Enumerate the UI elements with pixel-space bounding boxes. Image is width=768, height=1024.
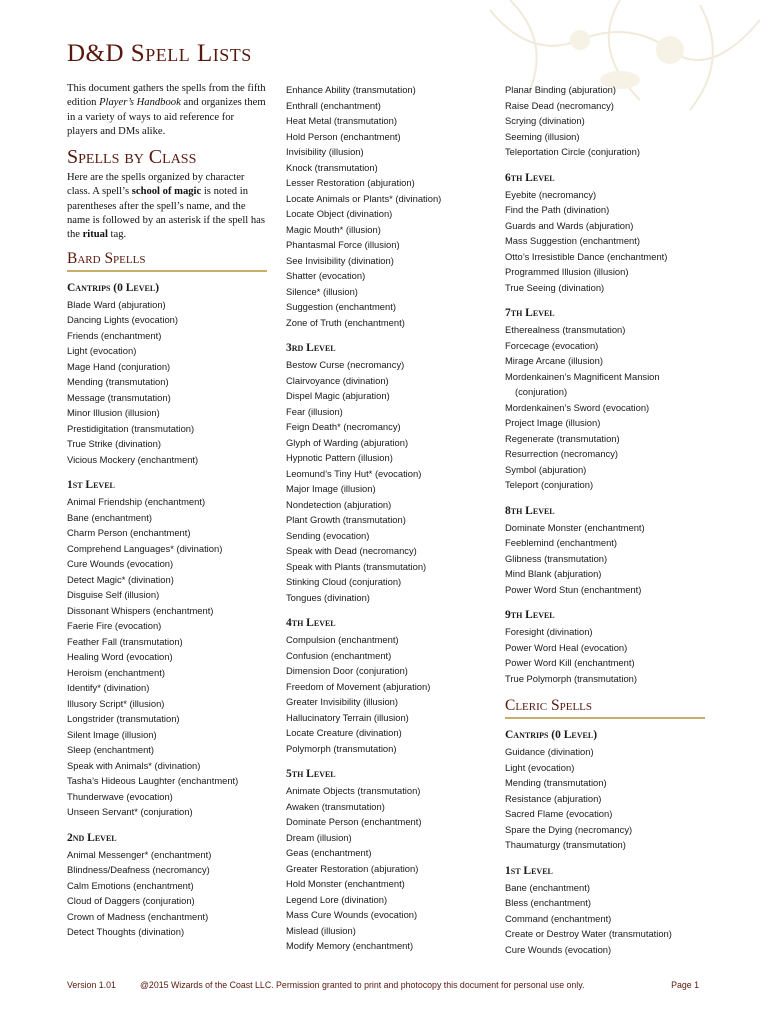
spell-item: Silence* (illusion)	[286, 285, 358, 297]
spell-item: True Polymorph (transmutation)	[505, 672, 637, 684]
spell-item: Mordenkainen’s Sword (evocation)	[505, 401, 650, 413]
bard-level3-heading: 3rd Level	[286, 342, 336, 354]
spell-item: Charm Person (enchantment)	[67, 527, 191, 539]
spell-list	[67, 494, 267, 820]
bard-level2-heading: 2nd Level	[67, 831, 117, 844]
spell-item: Power Word Stun (enchantment)	[505, 583, 642, 595]
spell-item: Blade Ward (abjuration)	[67, 298, 166, 310]
bard-level6-heading: 6th Level	[505, 171, 555, 184]
spell-item: Hold Person (enchantment)	[286, 130, 401, 142]
spell-list	[286, 82, 486, 330]
spell-item: Unseen Servant* (conjuration)	[67, 806, 193, 818]
spell-item: Feign Death* (necromancy)	[286, 421, 401, 432]
spell-item: Dancing Lights (evocation)	[67, 314, 178, 326]
bard-level1-heading: 1st Level	[67, 479, 115, 492]
by-class-text-3: tag.	[107, 229, 127, 241]
footer-page-number: Page 1	[671, 980, 699, 990]
spell-item: Fear (illusion)	[286, 405, 343, 417]
spell-item: Zone of Truth (enchantment)	[286, 316, 405, 328]
spell-item: Greater Restoration (abjuration)	[286, 862, 419, 874]
spell-item: Dream (illusion)	[286, 831, 352, 843]
spell-item: Locate Object (divination)	[286, 208, 393, 219]
spell-item: Heat Metal (transmutation)	[286, 115, 397, 126]
spell-item: Teleportation Circle (conjuration)	[505, 146, 640, 157]
spell-item: Detect Thoughts (divination)	[67, 926, 185, 938]
spell-item: Mending (transmutation)	[505, 777, 607, 788]
spell-item: Dominate Person (enchantment)	[286, 816, 422, 827]
spell-item: Longstrider (transmutation)	[67, 713, 180, 725]
spell-item: Speak with Dead (necromancy)	[286, 545, 417, 556]
spell-item: Regenerate (transmutation)	[505, 432, 620, 444]
spell-item: See Invisibility (divination)	[286, 254, 394, 266]
by-class-text-1: Here are the spells organized by character class. A spell’s	[67, 172, 245, 198]
spell-item: Speak with Animals* (divination)	[67, 759, 201, 771]
spell-item: Bane (enchantment)	[67, 511, 152, 523]
bard-level8-heading: 8th Level	[505, 504, 555, 517]
spell-item: Bane (enchantment)	[505, 881, 590, 893]
spell-item: Message (transmutation)	[67, 391, 171, 403]
spell-item: Spare the Dying (necromancy)	[505, 823, 633, 835]
spell-list	[286, 632, 486, 756]
spell-item: Compulsion (enchantment)	[286, 634, 399, 645]
spell-item: Clairvoyance (divination)	[286, 374, 389, 386]
spell-item: Stinking Cloud (conjuration)	[286, 576, 402, 587]
spell-item: Mage Hand (conjuration)	[67, 360, 171, 372]
page-footer	[67, 980, 699, 994]
spell-list	[505, 187, 705, 296]
spell-item: Eyebite (necromancy)	[505, 188, 597, 200]
bard-level5-heading: 5th Level	[286, 768, 336, 780]
spell-item: Raise Dead (necromancy)	[505, 99, 614, 111]
spell-item: Phantasmal Force (illusion)	[286, 239, 400, 250]
spell-item: Feather Fall (transmutation)	[67, 635, 183, 647]
spell-item: Mirage Arcane (illusion)	[505, 355, 603, 366]
spell-item: Glibness (transmutation)	[505, 552, 608, 564]
column-2	[286, 82, 486, 964]
spell-item: Friends (enchantment)	[67, 329, 162, 341]
spell-item: Light (evocation)	[67, 345, 137, 357]
spell-item: Freedom of Movement (abjuration)	[286, 680, 431, 692]
by-class-bold-ritual: ritual	[82, 229, 108, 241]
spell-item: Animal Friendship (enchantment)	[67, 496, 206, 508]
spell-item: Heroism (enchantment)	[67, 666, 165, 678]
spell-item: Confusion (enchantment)	[286, 649, 392, 661]
spell-item: Suggestion (enchantment)	[286, 301, 396, 312]
spell-item: Hallucinatory Terrain (illusion)	[286, 711, 409, 723]
spell-item: Sending (evocation)	[286, 529, 370, 541]
spell-item: Modify Memory (enchantment)	[286, 940, 414, 951]
spell-item: Command (enchantment)	[505, 912, 612, 924]
spell-item: Plant Growth (transmutation)	[286, 514, 406, 525]
spell-list	[505, 322, 705, 493]
spell-item: Detect Magic* (divination)	[67, 573, 174, 585]
footer-copyright: @2015 Wizards of the Coast LLC. Permission granted to print and photocopy this document for personal use only.	[140, 980, 585, 990]
bard-level7-heading: 7th Level	[505, 307, 555, 319]
spell-list	[505, 624, 705, 686]
spell-item: Invisibility (illusion)	[286, 146, 364, 157]
spell-item: Speak with Plants (transmutation)	[286, 560, 427, 572]
spell-item: Dispel Magic (abjuration)	[286, 390, 390, 401]
spell-item: Healing Word (evocation)	[67, 651, 173, 663]
spell-item: Find the Path (divination)	[505, 204, 610, 215]
cleric-level1-heading: 1st Level	[505, 864, 553, 877]
spell-item: Polymorph (transmutation)	[286, 742, 397, 754]
spell-item: Lesser Restoration (abjuration)	[286, 177, 415, 188]
cleric-cantrips-heading: Cantrips (0 Level)	[505, 729, 598, 741]
footer-version: Version 1.01	[67, 980, 116, 990]
spell-item: Guidance (divination)	[505, 746, 594, 757]
spell-item: Tongues (divination)	[286, 591, 370, 603]
by-class-text-2: is noted in parentheses after the spell’s name, and the name is followed by an asterisk if the spell has the	[67, 186, 265, 241]
spell-item: Enhance Ability (transmutation)	[286, 84, 416, 95]
spell-list	[505, 880, 705, 958]
spell-item: Locate Creature (divination)	[286, 727, 402, 738]
spell-item: Tasha’s Hideous Laughter (enchantment)	[67, 775, 239, 787]
spell-item: Mordenkainen’s Magnificent Mansion	[505, 370, 660, 382]
spell-item: Power Word Kill (enchantment)	[505, 657, 635, 668]
spell-item: Teleport (conjuration)	[505, 479, 594, 490]
spell-item: Resistance (abjuration)	[505, 792, 602, 804]
spell-item: True Strike (divination)	[67, 438, 161, 450]
spell-item: True Seeing (divination)	[505, 281, 605, 293]
spell-item: Scrying (divination)	[505, 115, 585, 126]
spell-item: Feeblemind (enchantment)	[505, 537, 618, 548]
spell-item: Mass Cure Wounds (evocation)	[286, 909, 418, 920]
spell-item: Locate Animals or Plants* (divination)	[286, 192, 442, 204]
spell-item: Bestow Curse (necromancy)	[286, 359, 405, 370]
intro-book-title: Player’s Handbook	[99, 97, 181, 109]
spell-item: Glyph of Warding (abjuration)	[286, 436, 409, 448]
spell-item: Magic Mouth* (illusion)	[286, 223, 381, 235]
spell-list	[505, 744, 705, 853]
spell-item: Dimension Door (conjuration)	[286, 665, 408, 676]
spell-list	[505, 520, 705, 598]
spell-item: Hold Monster (enchantment)	[286, 878, 405, 889]
spell-item: Sleep (enchantment)	[67, 744, 155, 756]
spell-item: Otto’s Irresistible Dance (enchantment)	[505, 250, 668, 262]
spell-item: Create or Destroy Water (transmutation)	[505, 928, 672, 939]
by-class-paragraph	[67, 171, 267, 242]
spell-item: Blindness/Deafness (necromancy)	[67, 864, 210, 876]
spell-item: Leomund’s Tiny Hut* (evocation)	[286, 467, 422, 479]
column-1	[67, 82, 267, 950]
spell-item: Thunderwave (evocation)	[67, 790, 173, 802]
bard-level4-heading: 4th Level	[286, 617, 336, 629]
spell-item: Nondetection (abjuration)	[286, 498, 392, 510]
spell-item: Disguise Self (illusion)	[67, 589, 160, 601]
spell-item: Shatter (evocation)	[286, 270, 366, 281]
spell-list	[505, 82, 705, 160]
spell-item: Minor Illusion (illusion)	[67, 407, 160, 419]
bard-level9-heading: 9th Level	[505, 609, 555, 621]
spell-item: Faerie Fire (evocation)	[67, 620, 162, 632]
spell-item: Animal Messenger* (enchantment)	[67, 848, 212, 860]
spell-item: Mind Blank (abjuration)	[505, 568, 602, 579]
spell-item: Project Image (illusion)	[505, 417, 601, 428]
spell-item: Planar Binding (abjuration)	[505, 84, 617, 95]
bard-cantrips-heading: Cantrips (0 Level)	[67, 281, 160, 294]
spell-item: Greater Invisibility (illusion)	[286, 696, 399, 707]
spell-item: Mislead (illusion)	[286, 924, 356, 936]
intro-paragraph	[67, 82, 267, 139]
spell-item: Sacred Flame (evocation)	[505, 808, 613, 819]
spell-item: Enthrall (enchantment)	[286, 99, 381, 111]
spell-item: Comprehend Languages* (divination)	[67, 542, 223, 554]
spell-item: Power Word Heal (evocation)	[505, 641, 628, 653]
spell-item: Cloud of Daggers (conjuration)	[67, 895, 195, 907]
spell-item: Animate Objects (transmutation)	[286, 785, 421, 796]
spell-item: Major Image (illusion)	[286, 483, 376, 494]
spell-item: Cure Wounds (evocation)	[505, 943, 612, 955]
spell-item: Geas (enchantment)	[286, 847, 372, 858]
spell-item: Programmed Illusion (illusion)	[505, 266, 629, 277]
bard-spells-heading: Bard Spells	[67, 249, 267, 272]
intro-text-end: and organizes them in a variety of ways to aid reference for players and DMs alike.	[67, 97, 266, 137]
spell-item: Bless (enchantment)	[505, 897, 591, 908]
spell-item: Knock (transmutation)	[286, 161, 378, 173]
by-class-bold-school: school of magic	[131, 186, 202, 198]
spell-item: Dissonant Whispers (enchantment)	[67, 604, 214, 616]
spell-item: Prestidigitation (transmutation)	[67, 422, 195, 434]
spell-list	[286, 357, 486, 605]
spell-item: Thaumaturgy (transmutation)	[505, 839, 626, 850]
spell-item: Etherealness (transmutation)	[505, 324, 626, 335]
spell-item: Silent Image (illusion)	[67, 728, 157, 740]
spell-item: Seeming (illusion)	[505, 130, 580, 142]
spell-item: Symbol (abjuration)	[505, 463, 587, 475]
spell-item: (conjuration)	[515, 386, 568, 397]
column-3	[505, 82, 705, 967]
spell-list	[67, 297, 267, 468]
spell-item: Guards and Wards (abjuration)	[505, 219, 634, 231]
spell-item: Identify* (divination)	[67, 682, 150, 694]
spell-item: Forcecage (evocation)	[505, 339, 599, 351]
spell-item: Legend Lore (divination)	[286, 893, 388, 905]
spell-item: Mass Suggestion (enchantment)	[505, 235, 640, 246]
spell-item: Foresight (divination)	[505, 626, 593, 637]
spell-list	[67, 847, 267, 940]
spell-item: Vicious Mockery (enchantment)	[67, 453, 199, 465]
page-title: D&D Spell Lists	[67, 40, 252, 67]
spells-by-class-heading: Spells by Class	[67, 146, 197, 169]
spell-item: Awaken (transmutation)	[286, 800, 385, 812]
intro-text: This document gathers the spells from the fifth edition	[67, 83, 266, 109]
cleric-spells-heading: Cleric Spells	[505, 696, 705, 719]
spell-item: Illusory Script* (illusion)	[67, 697, 165, 709]
spell-item: Calm Emotions (enchantment)	[67, 879, 194, 891]
spell-item: Cure Wounds (evocation)	[67, 558, 174, 570]
spell-item: Light (evocation)	[505, 761, 575, 773]
spell-item: Resurrection (necromancy)	[505, 448, 619, 459]
spell-item: Mending (transmutation)	[67, 376, 169, 388]
spell-item: Dominate Monster (enchantment)	[505, 521, 645, 533]
spell-item: Crown of Madness (enchantment)	[67, 910, 209, 922]
spell-item: Hypnotic Pattern (illusion)	[286, 452, 393, 463]
spell-list	[286, 783, 486, 954]
